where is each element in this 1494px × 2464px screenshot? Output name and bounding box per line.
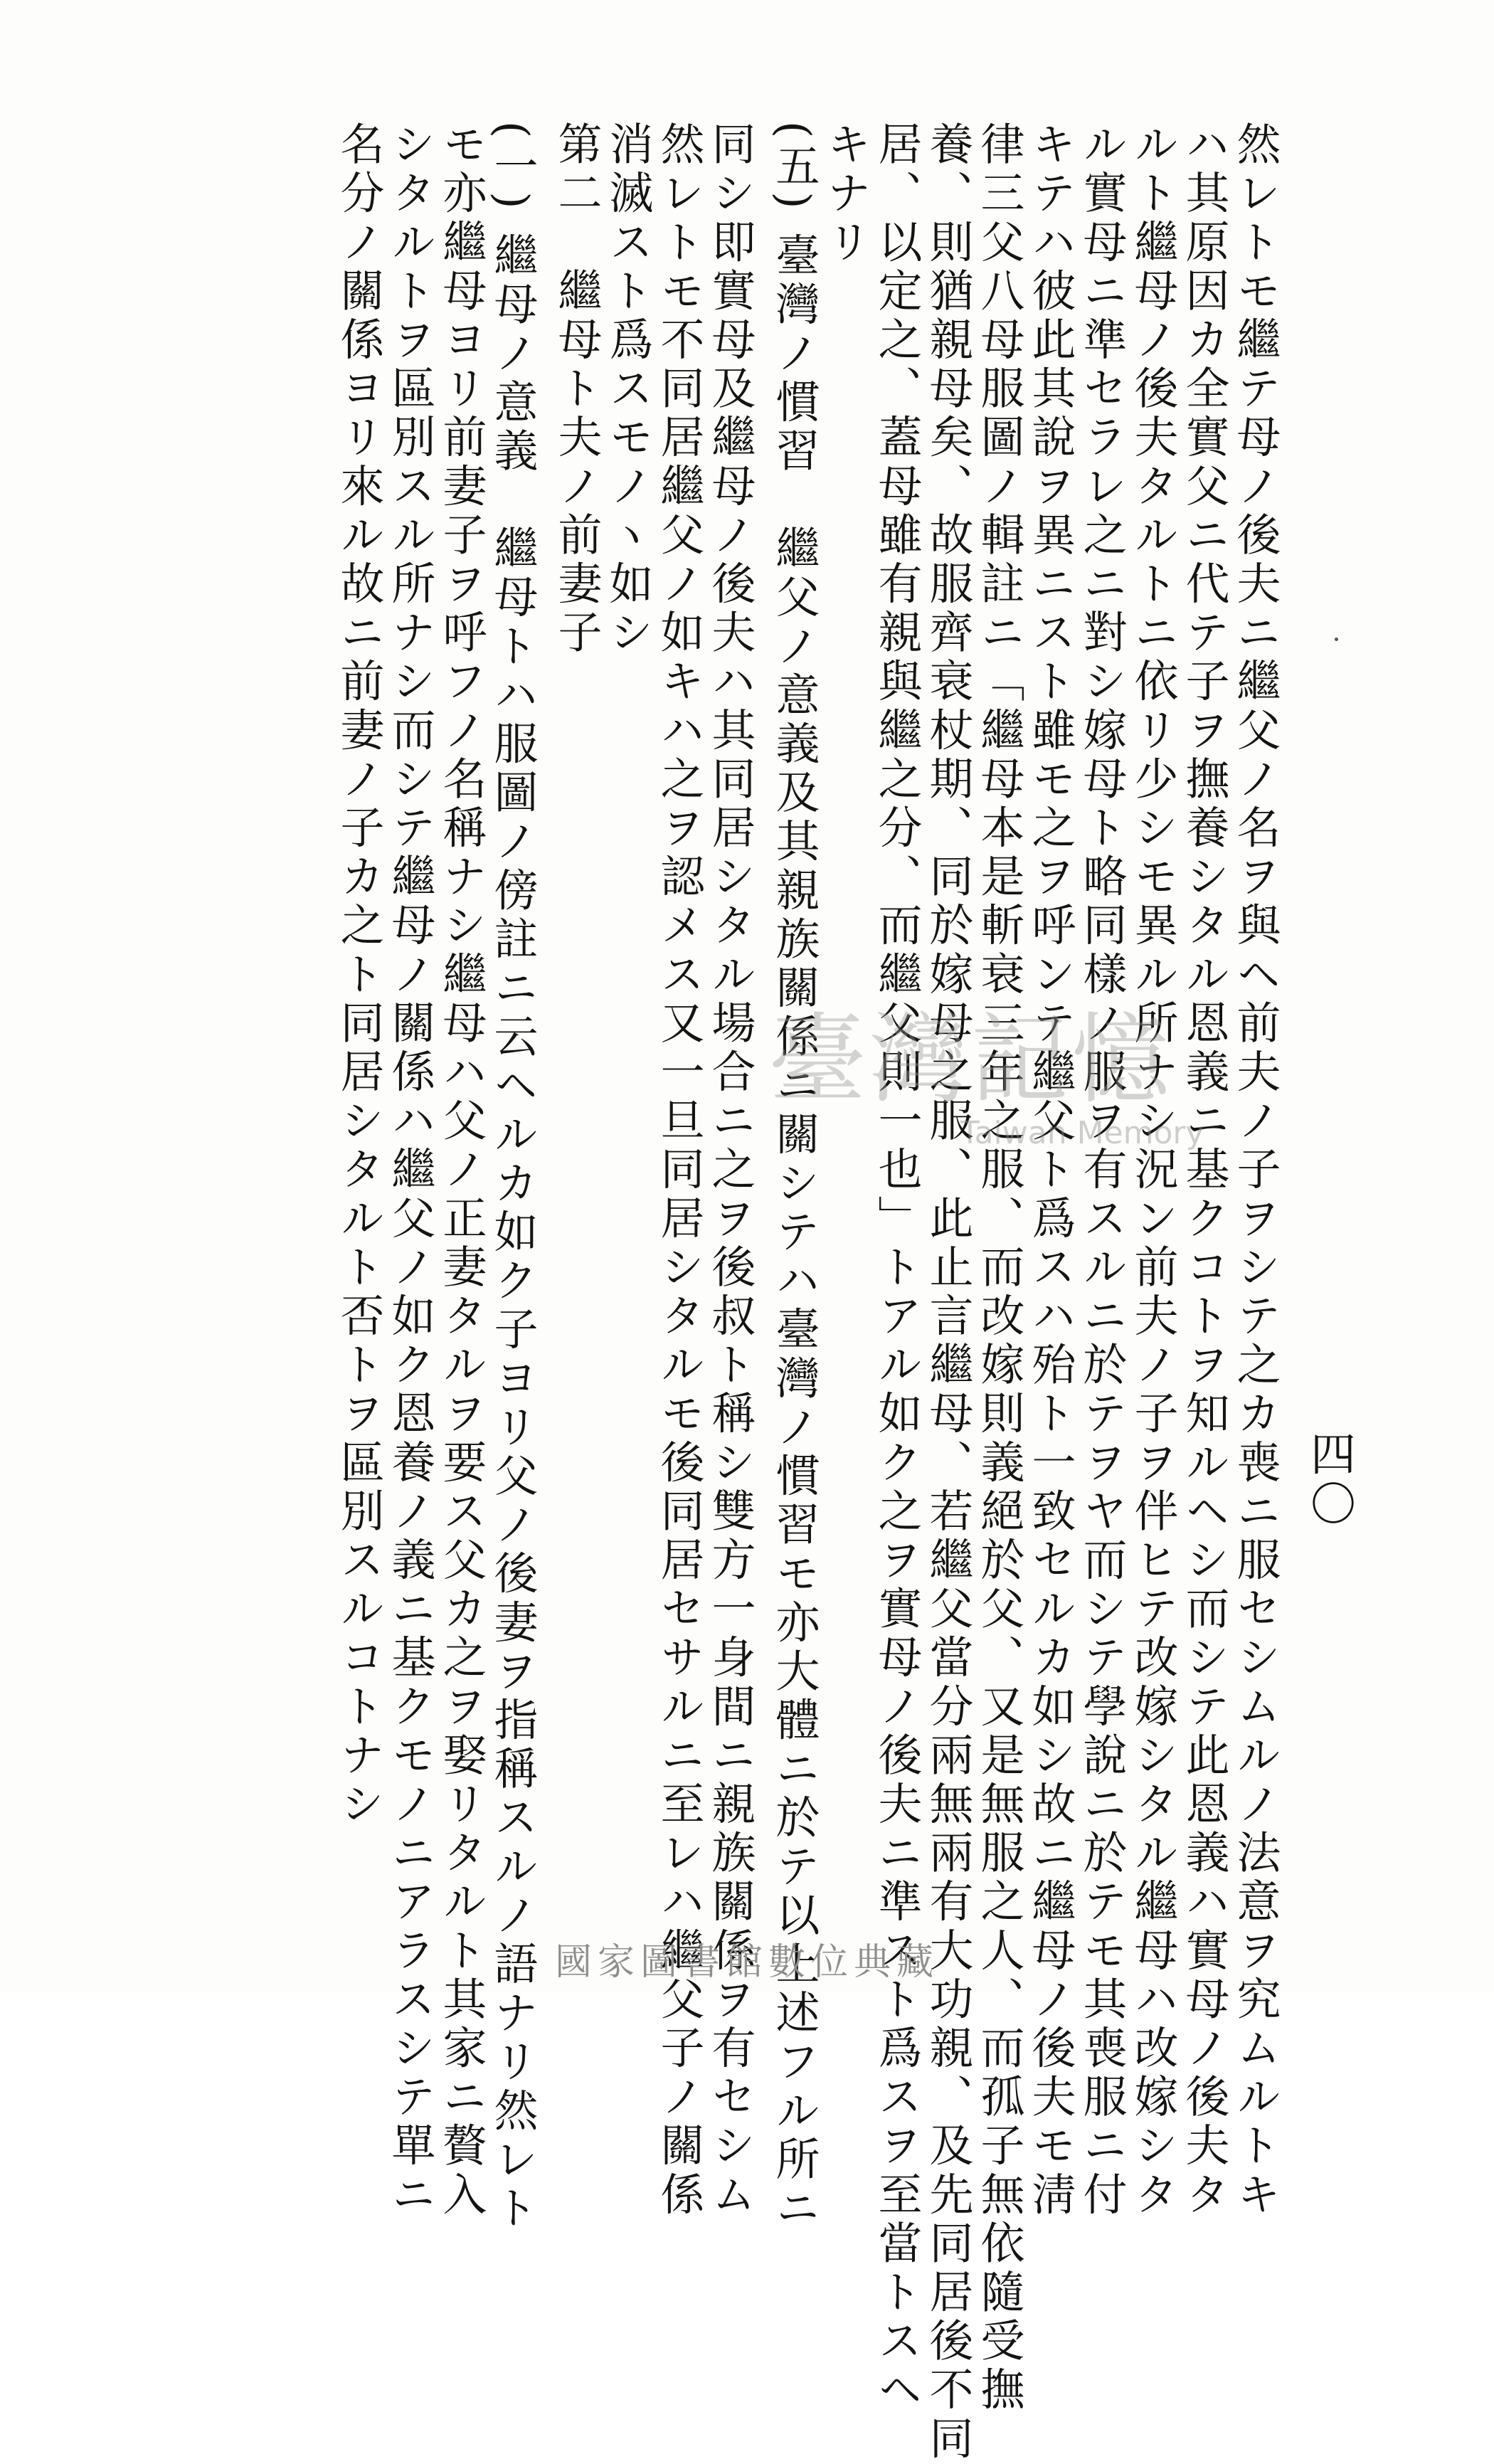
text-line: 居、以定之、蓋母雖有親與繼之分、而繼父則一也」トアル如ク之ヲ實母ノ後夫ニ準スト爲スヲ至當トスヘ [871,121,923,2416]
section-heading-taiwan-custom: (五) 臺灣ノ慣習 繼父ノ意義及其親族關係ニ關シテハ臺灣ノ慣習モ亦大體ニ於テ以上述フル所ニ [768,121,820,2234]
text-line: 律三父八母服圖ノ輯註ニ「繼母本是斬衰三年之服、而改嫁則義絕於父、又是無服之人、而孤子無依隨受撫 [973,121,1025,2416]
section-heading-stepmother: (一) 繼母ノ意義 繼母トハ服圖ノ傍註ニ云ヘルカ如ク子ヨリ父ノ後妻ヲ指稱スルノ語ナリ然レト [487,121,539,2234]
text-line: 名分ノ關係ヨリ來ル故ニ前妻ノ子カ之ト同居シタルト否トヲ區別スルコトナシ [333,121,385,1829]
text-line: 消滅スト爲スモノヽ如シ [602,121,654,658]
text-line: モ亦繼母ヨリ前妻子ヲ呼フノ名稱ナシ繼母ハ父ノ正妻タルヲ要ス父カ之ヲ娶リタルト其家ニ贅入 [435,121,487,2220]
library-footer: 國家圖書館數位典藏 [554,1941,939,1984]
page-number: 四〇 [1303,1430,1355,1530]
text-line: 養、則猶親母矣、故服齊衰杖期、同於嫁母之服、此止言繼母、若繼父當分兩無兩有大功親、及先同居後不同 [922,121,974,2464]
watermark-chinese: 臺灣記憶 [768,1003,1173,1117]
text-line: 然レトモ不同居繼父ノ如キハ之ヲ認メス又一旦同居シタルモ後同居セサルニ至レハ繼父子ノ關係 [653,121,705,2220]
text-line: 同シ即實母及繼母ノ後夫ハ其同居シタル場合ニ之ヲ後叔ト稱シ雙方一身間ニ親族關係ヲ有セシム [704,121,756,2220]
print-speck [1335,638,1338,641]
text-line: ル實母ニ準セラレ之ニ對シ嫁母ト略同樣ノ服ヲ有スルニ於テヲヤ而シテ學說ニ於テモ其喪服ニ付 [1076,121,1128,2220]
text-line: キナリ [820,121,872,268]
chapter-heading-second: 第二 繼母ト夫ノ前妻子 [551,121,603,658]
text-line: シタルトヲ區別スル所ナシ而シテ繼母ノ關係ハ繼父ノ如ク恩養ノ義ニ基クモノニアラスシテ單ニ [384,121,436,2220]
text-line: キテハ彼此其說ヲ異ニスト雖モ之ヲ呼ンテ繼父ト爲スハ殆ト一致セルカ如シ故ニ繼母ノ後夫モ淸 [1024,121,1076,2220]
text-line: 然レトモ繼テ母ノ後夫ニ繼父ノ名ヲ與ヘ前夫ノ子ヲシテ之カ喪ニ服セシムルノ法意ヲ究ムルトキ [1229,121,1281,2220]
watermark-english: Taiwan Memory [960,1115,1204,1151]
text-line: ルト繼母ノ後夫タルトニ依リ少シモ異ル所ナシ況ン前夫ノ子ヲ伴ヒテ改嫁シタル繼母ハ改嫁シタ [1127,121,1179,2220]
text-line: ハ其原因カ全實父ニ代テ子ヲ撫養シタル恩義ニ基クコトヲ知ルヘシ而シテ此恩義ハ實母ノ後夫タ [1178,121,1230,2220]
